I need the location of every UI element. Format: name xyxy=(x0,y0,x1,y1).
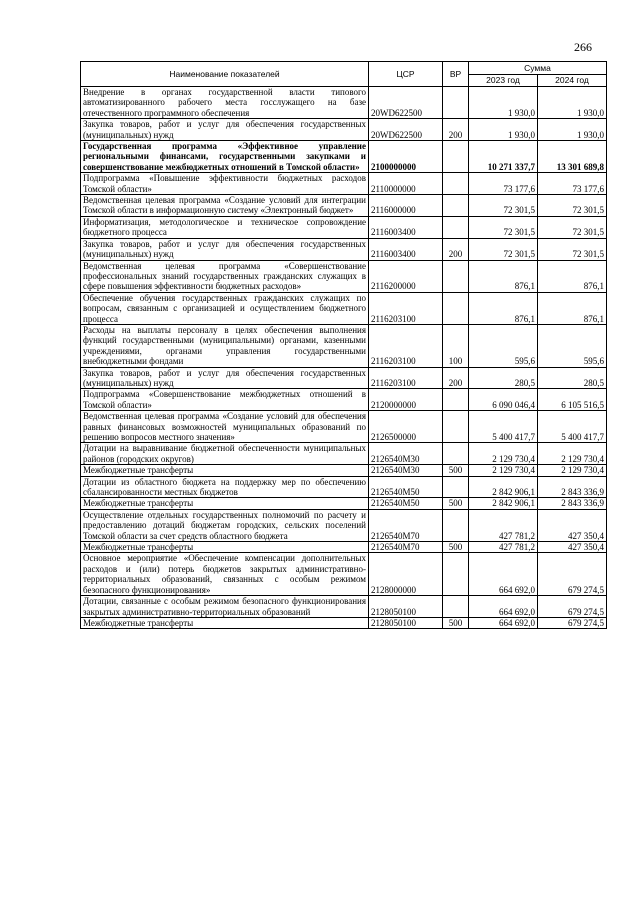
row-vr xyxy=(443,596,469,618)
table-row xyxy=(81,367,607,389)
table-row xyxy=(81,553,607,596)
row-sum-2023: 2 129 730,4 xyxy=(469,465,538,476)
table-row xyxy=(81,87,607,119)
row-vr: 500 xyxy=(443,617,469,628)
row-code: 2126540М30 xyxy=(369,465,443,476)
row-vr xyxy=(443,476,469,498)
row-sum-2023: 5 400 417,7 xyxy=(469,411,538,443)
row-sum-2024: 72 301,5 xyxy=(538,238,607,260)
row-sum-2024: 6 105 516,5 xyxy=(538,389,607,411)
row-vr xyxy=(443,216,469,238)
page-number: 266 xyxy=(574,40,592,54)
row-sum-2023: 72 301,5 xyxy=(469,238,538,260)
row-code: 2126540М70 xyxy=(369,509,443,541)
row-code: 2126540М70 xyxy=(369,542,443,553)
row-name: Ведомственная целевая программа «Создание условий для обеспечения равных финансовых возможностей муниципальных образований по решению вопросов местного значения» xyxy=(81,411,369,443)
row-sum-2023: 2 129 730,4 xyxy=(469,443,538,465)
table-row xyxy=(81,141,607,173)
row-name: Обеспечение обучения государственных гражданских служащих по вопросам, связанным с организацией и осуществлением бюджетного процесса xyxy=(81,292,369,324)
header-code: ЦСР xyxy=(369,62,443,87)
table-row xyxy=(81,476,607,498)
row-sum-2023: 6 090 046,4 xyxy=(469,389,538,411)
table-row xyxy=(81,498,607,509)
table-row xyxy=(81,542,607,553)
table-row xyxy=(81,260,607,292)
row-sum-2024: 280,5 xyxy=(538,367,607,389)
row-sum-2024: 1 930,0 xyxy=(538,87,607,119)
table-row xyxy=(81,617,607,628)
row-code: 2126540М30 xyxy=(369,443,443,465)
row-name: Закупка товаров, работ и услуг для обеспечения государственных (муниципальных) нужд xyxy=(81,119,369,141)
row-name: Дотации, связанные с особым режимом безопасного функционирования закрытых административно-территориальных образований xyxy=(81,596,369,618)
row-sum-2024: 72 301,5 xyxy=(538,216,607,238)
table-row xyxy=(81,509,607,541)
header-name: Наименование показателей xyxy=(81,62,369,87)
row-sum-2023: 72 301,5 xyxy=(469,216,538,238)
row-sum-2024: 2 129 730,4 xyxy=(538,443,607,465)
row-code: 2116200000 xyxy=(369,260,443,292)
row-name: Межбюджетные трансферты xyxy=(81,465,369,476)
row-sum-2023: 876,1 xyxy=(469,292,538,324)
row-code: 2128000000 xyxy=(369,553,443,596)
header-sum: Сумма xyxy=(469,62,607,75)
row-sum-2024: 679 274,5 xyxy=(538,596,607,618)
row-code: 2116003400 xyxy=(369,238,443,260)
row-code: 2110000000 xyxy=(369,173,443,195)
row-sum-2023: 595,6 xyxy=(469,324,538,367)
header-year-2023: 2023 год xyxy=(469,75,538,87)
table-row xyxy=(81,195,607,217)
row-vr: 200 xyxy=(443,238,469,260)
row-sum-2023: 72 301,5 xyxy=(469,195,538,217)
row-name: Подпрограмма «Повышение эффективности бюджетных расходов Томской области» xyxy=(81,173,369,195)
row-code: 2120000000 xyxy=(369,389,443,411)
row-sum-2024: 73 177,6 xyxy=(538,173,607,195)
row-vr xyxy=(443,141,469,173)
row-name: Внедрение в органах государственной власти типового автоматизированного рабочего места госслужащего на базе отечественного программного обеспечения xyxy=(81,87,369,119)
table-row xyxy=(81,443,607,465)
row-sum-2024: 595,6 xyxy=(538,324,607,367)
row-code: 2116203100 xyxy=(369,292,443,324)
row-sum-2023: 10 271 337,7 xyxy=(469,141,538,173)
row-vr xyxy=(443,173,469,195)
row-sum-2024: 2 129 730,4 xyxy=(538,465,607,476)
row-vr: 500 xyxy=(443,542,469,553)
row-vr: 500 xyxy=(443,498,469,509)
row-vr xyxy=(443,260,469,292)
row-sum-2023: 876,1 xyxy=(469,260,538,292)
row-name: Расходы на выплаты персоналу в целях обеспечения выполнения функций государственными (муниципальными) органами, казенными учреждениями, органами управления государственными внебюджетными фондами xyxy=(81,324,369,367)
row-code: 2126500000 xyxy=(369,411,443,443)
row-name: Дотации из областного бюджета на поддержку мер по обеспечению сбалансированности местных бюджетов xyxy=(81,476,369,498)
row-vr xyxy=(443,553,469,596)
row-sum-2024: 13 301 689,8 xyxy=(538,141,607,173)
table-row xyxy=(81,216,607,238)
row-code: 2116203100 xyxy=(369,367,443,389)
table-row xyxy=(81,238,607,260)
row-name: Информатизация, методологическое и техническое сопровождение бюджетного процесса xyxy=(81,216,369,238)
row-code: 2116000000 xyxy=(369,195,443,217)
row-sum-2023: 2 842 906,1 xyxy=(469,476,538,498)
row-name: Межбюджетные трансферты xyxy=(81,542,369,553)
row-sum-2024: 72 301,5 xyxy=(538,195,607,217)
header-year-2024: 2024 год xyxy=(538,75,607,87)
row-name: Ведомственная целевая программа «Совершенствование профессиональных знаний государственных гражданских служащих в сфере повышения эффективности бюджетных расходов» xyxy=(81,260,369,292)
row-name: Межбюджетные трансферты xyxy=(81,498,369,509)
row-sum-2024: 2 843 336,9 xyxy=(538,476,607,498)
row-sum-2023: 427 781,2 xyxy=(469,542,538,553)
row-code: 20WD622500 xyxy=(369,87,443,119)
table-row xyxy=(81,173,607,195)
row-sum-2024: 2 843 336,9 xyxy=(538,498,607,509)
row-sum-2024: 1 930,0 xyxy=(538,119,607,141)
row-name: Ведомственная целевая программа «Создание условий для интеграции Томской области в информационную систему «Электронный бюджет» xyxy=(81,195,369,217)
row-name: Закупка товаров, работ и услуг для обеспечения государственных (муниципальных) нужд xyxy=(81,238,369,260)
row-vr xyxy=(443,411,469,443)
row-sum-2023: 664 692,0 xyxy=(469,553,538,596)
row-code: 2116203100 xyxy=(369,324,443,367)
row-name: Подпрограмма «Совершенствование межбюджетных отношений в Томской области» xyxy=(81,389,369,411)
row-name: Осуществление отдельных государственных полномочий по расчету и предоставлению дотаций бюджетам городских, сельских поселений Томской области за счет средств областного бюджета xyxy=(81,509,369,541)
row-sum-2023: 664 692,0 xyxy=(469,596,538,618)
budget-table xyxy=(80,61,607,629)
row-vr xyxy=(443,389,469,411)
table-row xyxy=(81,465,607,476)
table-row xyxy=(81,324,607,367)
row-vr xyxy=(443,195,469,217)
table-row xyxy=(81,411,607,443)
header-vr: ВР xyxy=(443,62,469,87)
row-sum-2024: 427 350,4 xyxy=(538,509,607,541)
row-sum-2024: 876,1 xyxy=(538,260,607,292)
row-sum-2024: 679 274,5 xyxy=(538,553,607,596)
row-code: 20WD622500 xyxy=(369,119,443,141)
row-vr xyxy=(443,443,469,465)
row-vr: 100 xyxy=(443,324,469,367)
row-sum-2024: 427 350,4 xyxy=(538,542,607,553)
row-name: Основное мероприятие «Обеспечение компенсации дополнительных расходов и (или) потерь бюджетов закрытых административно-территориальных образований, связанных с особым режимом безопасного функционирования» xyxy=(81,553,369,596)
table-row xyxy=(81,596,607,618)
row-name: Дотации на выравнивание бюджетной обеспеченности муниципальных районов (городских округов) xyxy=(81,443,369,465)
row-code: 2126540М50 xyxy=(369,476,443,498)
row-vr xyxy=(443,509,469,541)
row-name: Межбюджетные трансферты xyxy=(81,617,369,628)
row-sum-2024: 5 400 417,7 xyxy=(538,411,607,443)
row-vr xyxy=(443,292,469,324)
row-sum-2023: 73 177,6 xyxy=(469,173,538,195)
table-row xyxy=(81,119,607,141)
row-vr: 200 xyxy=(443,119,469,141)
row-name: Закупка товаров, работ и услуг для обеспечения государственных (муниципальных) нужд xyxy=(81,367,369,389)
row-name: Государственная программа «Эффективное управление региональными финансами, государственными закупками и совершенствование межбюджетных отношений в Томской области» xyxy=(81,141,369,173)
row-code: 2116003400 xyxy=(369,216,443,238)
row-code: 2100000000 xyxy=(369,141,443,173)
row-vr: 200 xyxy=(443,367,469,389)
row-sum-2024: 679 274,5 xyxy=(538,617,607,628)
row-sum-2023: 1 930,0 xyxy=(469,87,538,119)
table-row xyxy=(81,292,607,324)
row-vr xyxy=(443,87,469,119)
row-sum-2023: 2 842 906,1 xyxy=(469,498,538,509)
row-code: 2126540М50 xyxy=(369,498,443,509)
row-sum-2023: 1 930,0 xyxy=(469,119,538,141)
row-sum-2023: 280,5 xyxy=(469,367,538,389)
row-code: 2128050100 xyxy=(369,617,443,628)
row-code: 2128050100 xyxy=(369,596,443,618)
row-sum-2024: 876,1 xyxy=(538,292,607,324)
table-row xyxy=(81,389,607,411)
row-vr: 500 xyxy=(443,465,469,476)
row-sum-2023: 427 781,2 xyxy=(469,509,538,541)
row-sum-2023: 664 692,0 xyxy=(469,617,538,628)
